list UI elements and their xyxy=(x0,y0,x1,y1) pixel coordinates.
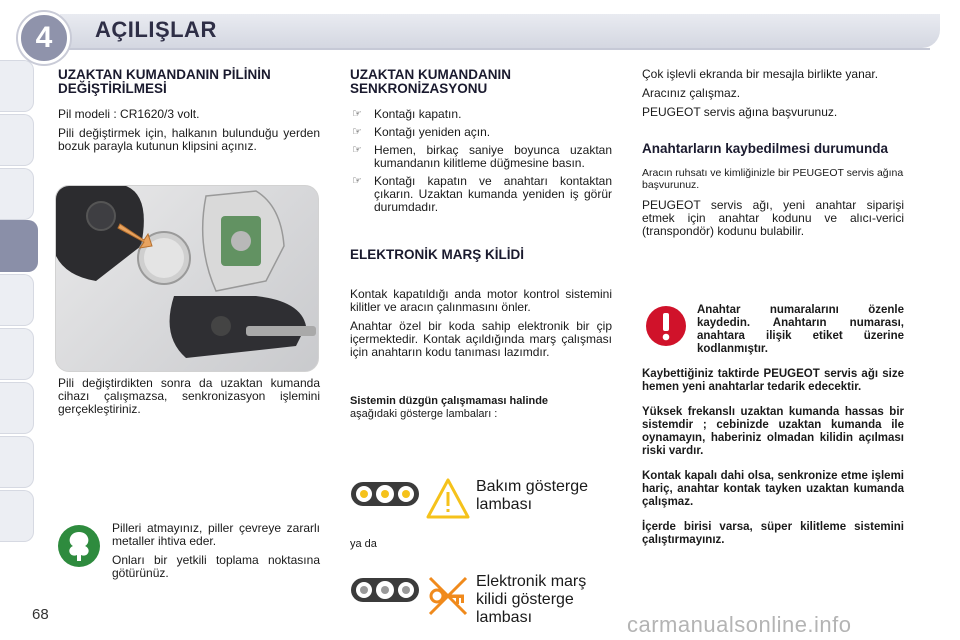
hand-pointer-icon: ☞ xyxy=(352,144,362,156)
sync-note-text: Pili değiştirdikten sonra da uzaktan kumanda cihazı çalışmazsa, senkronizasyon işlemini gerçekleştiriniz. xyxy=(58,376,320,416)
chapter-tab[interactable] xyxy=(0,436,34,488)
chapter-tab[interactable] xyxy=(0,490,34,542)
remote-key-illustration xyxy=(56,186,318,371)
warning-text-2: Yüksek frekanslı uzaktan kumanda hassas bir sistemdir ; cebinizde uzaktan kumanda ile oynamayın, haberiniz olmadan kilidin açılması riski vardır. xyxy=(642,406,904,457)
hand-pointer-icon: ☞ xyxy=(352,126,362,138)
list-item: ☞ Hemen, birkaç saniye boyunca uzaktan kumandanın kilitleme düğmesine basın. xyxy=(352,143,612,170)
hand-pointer-icon: ☞ xyxy=(352,175,362,187)
immobiliser-key-icon xyxy=(426,574,470,623)
section-heading-lost-keys: Anahtarların kaybedilmesi durumunda xyxy=(642,141,889,156)
or-text: ya da xyxy=(350,538,377,550)
lamp-label-immobiliser: Elektronik marş kilidi gösterge lambası xyxy=(476,573,587,626)
chapter-tab[interactable] xyxy=(0,274,34,326)
section-heading-immobiliser: ELEKTRONİK MARŞ KİLİDİ xyxy=(350,247,524,262)
list-item: ☞ Kontağı kapatın ve anahtarı kontaktan çıkarın. Uzaktan kumanda yeniden iş görür durumdadır. xyxy=(352,174,612,214)
remote-key-photo xyxy=(55,185,319,372)
car-wont-start-text: Aracınız çalışmaz. xyxy=(642,86,741,100)
battery-model-text: Pil modeli : CR1620/3 volt. xyxy=(58,107,200,121)
environment-note xyxy=(112,522,320,580)
hand-pointer-icon: ☞ xyxy=(352,108,362,120)
warnings-block xyxy=(642,368,904,547)
chapter-tab-strip xyxy=(0,60,38,580)
warning-text-3: Kontak kapalı dahi olsa, senkronize etme işlemi hariç, anahtar kontak tayken uzaktan kumanda çalışmaz. xyxy=(642,470,904,508)
column-1-lower xyxy=(58,377,320,416)
immobiliser-text-1: Kontak kapatıldığı anda motor kontrol sistemini kilitler ve aracın çalınmasını önler. xyxy=(350,287,612,314)
malfunction-heading: Sistemin düzgün çalışmaması halinde xyxy=(350,395,549,407)
lamp-label-service: Bakım gösterge lambası xyxy=(476,478,589,513)
chapter-tab[interactable] xyxy=(0,328,34,380)
header-divider xyxy=(60,48,930,50)
chapter-tab[interactable] xyxy=(0,60,34,112)
list-item: ☞ Kontağı yeniden açın. xyxy=(352,125,491,139)
instrument-panel-icon xyxy=(350,480,420,513)
chapter-tab[interactable] xyxy=(0,114,34,166)
section-heading-battery: UZAKTAN KUMANDANIN PİLİNİN DEĞİŞTİRİLMESİ xyxy=(58,67,271,96)
environment-text-2: Onları bir yetkili toplama noktasına götürünüz. xyxy=(112,553,320,580)
lost-keys-small-text: Aracın ruhsatı ve kimliğinizle bir PEUGEOT servis ağına başvurunuz. xyxy=(642,167,904,191)
lost-keys-text: PEUGEOT servis ağı, yeni anahtar siparişi etmek için anahtar kodunu ve alıcı-verici (transpondör) kodunu bulabilir. xyxy=(642,198,904,238)
chapter-number-badge: 4 xyxy=(18,12,70,64)
environment-text-1: Pilleri atmayınız, piller çevreye zararlı metaller ihtiva eder. xyxy=(112,521,320,548)
contact-dealer-text: PEUGEOT servis ağına başvurunuz. xyxy=(642,105,838,119)
recycle-tree-icon xyxy=(58,525,100,567)
page-number: 68 xyxy=(32,606,49,623)
column-1 xyxy=(58,68,320,153)
lamp-behaviour-text: Çok işlevli ekranda bir mesajla birlikte yanar. xyxy=(642,67,879,81)
list-item: ☞ Kontağı kapatın. xyxy=(352,107,462,121)
warning-text-1: Kaybettiğiniz taktirde PEUGEOT servis ağı size hemen yeni anahtarlar tedarik edecektir. xyxy=(642,368,904,393)
warning-triangle-icon xyxy=(426,478,470,525)
exclamation-icon xyxy=(646,306,686,346)
page-title: AÇILIŞLAR xyxy=(95,17,217,42)
battery-instruction-text: Pili değiştirmek için, halkanın bulunduğu yerden bozuk parayla kutunun klipsini açınız. xyxy=(58,126,320,153)
chapter-tab-active[interactable] xyxy=(0,220,38,272)
section-heading-sync: UZAKTAN KUMANDANIN SENKRONİZASYONU xyxy=(350,67,511,96)
warning-key-numbers: Anahtar numaralarını özenle kaydedin. Anahtarın numarası, anahtara ilişik etiket üzerine kodlanmıştır. xyxy=(697,304,904,355)
chapter-tab[interactable] xyxy=(0,168,34,220)
immobiliser-text-2: Anahtar özel bir koda sahip elektronik bir çip içermektedir. Kontak açıldığında marş çalışması için anahtarın kodu tanıması lazımdır. xyxy=(350,319,612,359)
instrument-panel-icon xyxy=(350,576,420,609)
column-3 xyxy=(642,68,904,238)
warning-text-4: İçerde birisi varsa, süper kilitleme sistemini çalıştırmayınız. xyxy=(642,521,904,546)
chapter-tab[interactable] xyxy=(0,382,34,434)
malfunction-subtext: aşağıdaki gösterge lambaları : xyxy=(350,408,498,420)
watermark: carmanualsonline.info xyxy=(627,612,852,637)
column-2 xyxy=(350,68,612,421)
